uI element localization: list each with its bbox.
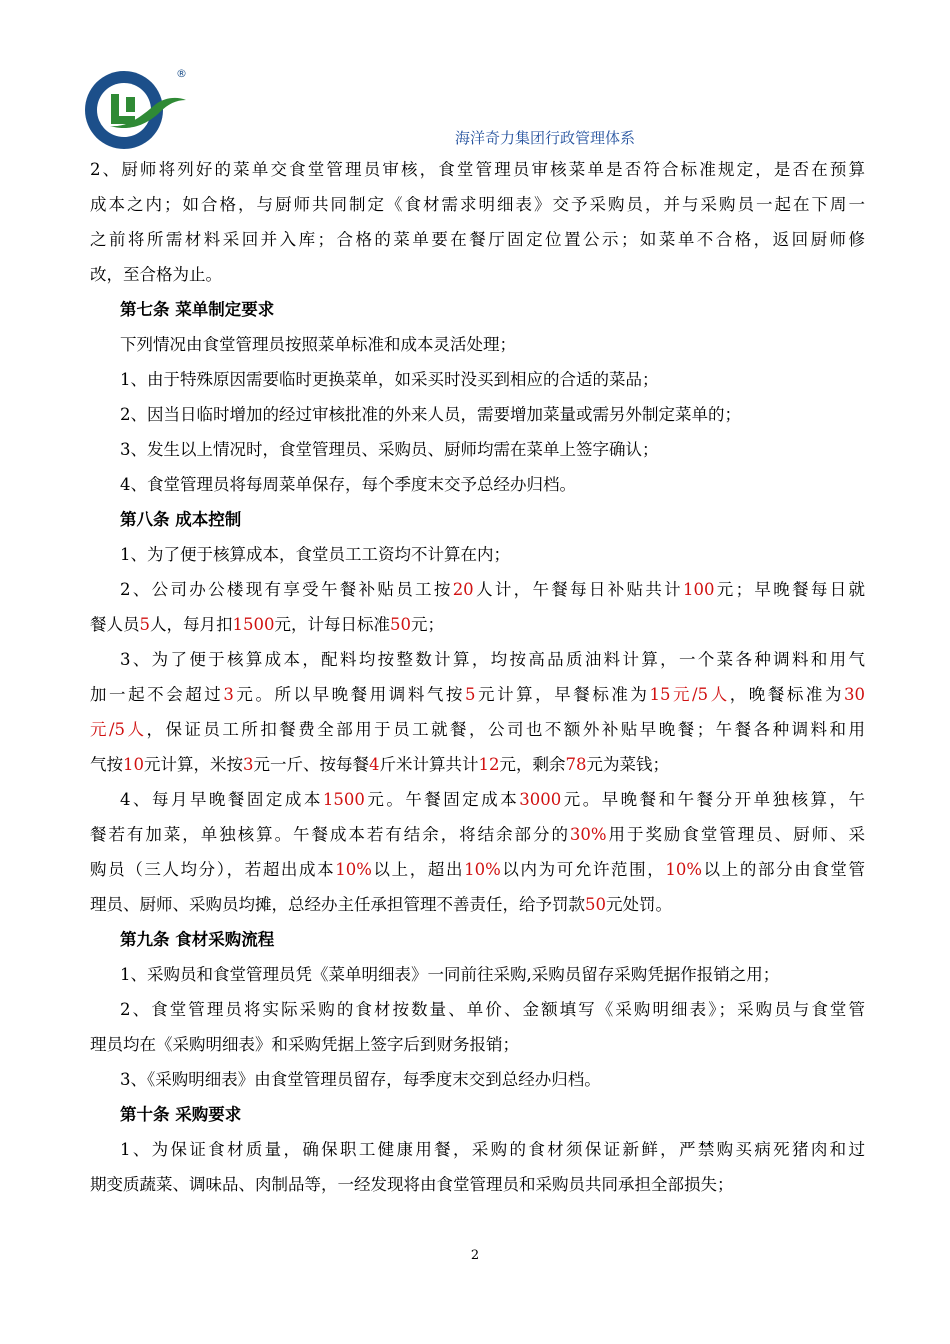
- text-run: 以上的部分由食堂管: [702, 860, 866, 879]
- highlighted-value: 4: [369, 755, 380, 774]
- text-run: 1、由于特殊原因需要临时更换菜单，如采买时没买到相应的合适的菜品；: [120, 370, 659, 389]
- text-run: 以内为可允许范围，: [500, 860, 666, 879]
- text-line: [90, 467, 865, 502]
- text-run: 元为菜钱；: [586, 755, 669, 774]
- highlighted-value: 10%: [464, 860, 501, 879]
- highlighted-value: 30%: [569, 825, 607, 844]
- text-run: 2、厨师将列好的菜单交食堂管理员审核，食堂管理员审核菜单是否符合标准规定，是否在预算: [90, 160, 865, 179]
- highlighted-value: 30: [844, 685, 866, 704]
- text-run: 4、食堂管理员将每周菜单保存，每个季度末交予总经办归档。: [120, 475, 576, 494]
- text-run: 元；早晚餐每日就: [714, 580, 866, 599]
- text-line: [90, 187, 865, 222]
- highlighted-value: 1500: [322, 790, 365, 809]
- highlighted-value: 20: [452, 580, 474, 599]
- text-run: 理员、厨师、采购员均摊，总经办主任承担管理不善责任，给予罚款: [90, 895, 585, 914]
- text-line: [90, 572, 865, 607]
- text-line: [90, 957, 865, 992]
- text-run: 4、每月早晚餐固定成本: [120, 790, 323, 809]
- text-run: 元，剩余: [499, 755, 566, 774]
- text-run: 3、为了便于核算成本，配料均按整数计算，均按高品质油料计算，一个菜各种调料和用气: [120, 650, 865, 669]
- text-run: 人计，午餐每日补贴共计: [473, 580, 683, 599]
- highlighted-value: 100: [682, 580, 715, 599]
- text-line: [90, 327, 865, 362]
- text-line: [90, 152, 865, 187]
- text-line: [90, 1027, 865, 1062]
- text-line: [90, 1062, 865, 1097]
- text-run: 第九条 食材采购流程: [120, 930, 275, 949]
- text-run: 下列情况由食堂管理员按照菜单标准和成本灵活处理；: [120, 335, 516, 354]
- highlighted-value: 3: [223, 685, 234, 704]
- text-run: 2、食堂管理员将实际采购的食材按数量、单价、金额填写《采购明细表》；采购员与食堂管: [120, 1000, 865, 1019]
- highlighted-value: 10: [123, 755, 144, 774]
- text-run: 3、发生以上情况时，食堂管理员、采购员、厨师均需在菜单上签字确认；: [120, 440, 659, 459]
- highlighted-value: 1500: [232, 615, 275, 634]
- text-run: 斤米计算共计: [379, 755, 479, 774]
- text-run: 餐人员: [90, 615, 140, 634]
- page-number: 2: [470, 1248, 480, 1263]
- text-line: [90, 677, 865, 712]
- section-heading: [90, 922, 865, 957]
- text-run: 元。午餐固定成本: [364, 790, 520, 809]
- text-run: 以上，超出: [371, 860, 465, 879]
- highlighted-value: 10%: [335, 860, 372, 879]
- text-line: [90, 852, 865, 887]
- org-header-title: 海洋奇力集团行政管理体系: [455, 129, 636, 147]
- text-run: 购员（三人均分），若超出成本: [90, 860, 336, 879]
- highlighted-value: 3: [243, 755, 254, 774]
- text-line: [90, 1167, 865, 1202]
- text-line: [90, 397, 865, 432]
- text-run: 用于奖励食堂管理员、厨师、采: [606, 825, 866, 844]
- text-line: [90, 782, 865, 817]
- text-line: [90, 222, 865, 257]
- text-run: 1、为了便于核算成本，食堂员工工资均不计算在内；: [120, 545, 510, 564]
- text-run: 2、公司办公楼现有享受午餐补贴员工按: [120, 580, 453, 599]
- text-line: [90, 607, 865, 642]
- text-run: 3、《采购明细表》由食堂管理员留存，每季度末交到总经办归档。: [120, 1070, 601, 1089]
- text-line: [90, 642, 865, 677]
- text-run: 餐若有加菜，单独核算。午餐成本若有结余，将结余部分的: [90, 825, 570, 844]
- highlighted-value: 78: [565, 755, 587, 774]
- text-run: 第十条 采购要求: [120, 1105, 242, 1124]
- highlighted-value: 10%: [665, 860, 703, 879]
- text-run: 理员均在《采购明细表》和采购凭据上签字后到财务报销；: [90, 1035, 519, 1054]
- highlighted-value: 5: [139, 615, 150, 634]
- highlighted-value: 15元/5人: [649, 685, 730, 704]
- text-run: 气按: [90, 755, 123, 774]
- highlighted-value: 12: [478, 755, 500, 774]
- text-run: 元。所以早晚餐用调料气按: [233, 685, 465, 704]
- text-run: 加一起不会超过: [90, 685, 224, 704]
- text-run: 2、因当日临时增加的经过审核批准的外来人员，需要增加菜量或需另外制定菜单的；: [120, 405, 741, 424]
- text-run: 元计算，早餐标准为: [475, 685, 650, 704]
- text-run: 之前将所需材料采回并入库；合格的菜单要在餐厅固定位置公示；如菜单不合格，返回厨师修: [90, 230, 865, 249]
- text-line: [90, 887, 865, 922]
- highlighted-value: 5: [464, 685, 476, 704]
- text-run: 第七条 菜单制定要求: [120, 300, 275, 319]
- text-run: 元计算，米按: [144, 755, 243, 774]
- text-run: 元一斤、按每餐: [253, 755, 369, 774]
- text-run: 改，至合格为止。: [90, 265, 222, 284]
- text-line: [90, 747, 865, 782]
- text-line: [90, 817, 865, 852]
- registered-mark: ®: [176, 67, 187, 80]
- text-line: [90, 362, 865, 397]
- text-run: ，晚餐标准为: [729, 685, 845, 704]
- section-heading: [90, 1097, 865, 1132]
- text-run: 元，计每日标准: [274, 615, 390, 634]
- document-body: [90, 152, 865, 1202]
- text-line: [90, 537, 865, 572]
- highlighted-value: 元/5人: [90, 720, 147, 739]
- text-line: [90, 1132, 865, 1167]
- text-line: [90, 432, 865, 467]
- text-run: 元处罚。: [606, 895, 672, 914]
- text-line: [90, 257, 865, 292]
- section-heading: [90, 292, 865, 327]
- highlighted-value: 50: [390, 615, 411, 634]
- company-logo: [80, 64, 192, 156]
- text-run: 成本之内；如合格，与厨师共同制定《食材需求明细表》交予采购员，并与采购员一起在下周一: [90, 195, 865, 214]
- text-line: [90, 992, 865, 1027]
- text-run: 期变质蔬菜、调味品、肉制品等，一经发现将由食堂管理员和采购员共同承担全部损失；: [90, 1175, 734, 1194]
- highlighted-value: 3000: [519, 790, 562, 809]
- highlighted-value: 50: [585, 895, 606, 914]
- text-run: 第八条 成本控制: [120, 510, 242, 529]
- section-heading: [90, 502, 865, 537]
- text-run: 元；: [411, 615, 444, 634]
- text-run: 人，每月扣: [150, 615, 233, 634]
- text-run: ，保证员工所扣餐费全部用于员工就餐，公司也不额外补贴早晚餐；午餐各种调料和用: [146, 720, 866, 739]
- text-run: 元。早晚餐和午餐分开单独核算，午: [561, 790, 866, 809]
- text-line: [90, 712, 865, 747]
- text-run: 1、为保证食材质量，确保职工健康用餐，采购的食材须保证新鲜，严禁购买病死猪肉和过: [120, 1140, 865, 1159]
- text-run: 1、采购员和食堂管理员凭《菜单明细表》一同前往采购,采购员留存采购凭据作报销之用；: [120, 965, 780, 984]
